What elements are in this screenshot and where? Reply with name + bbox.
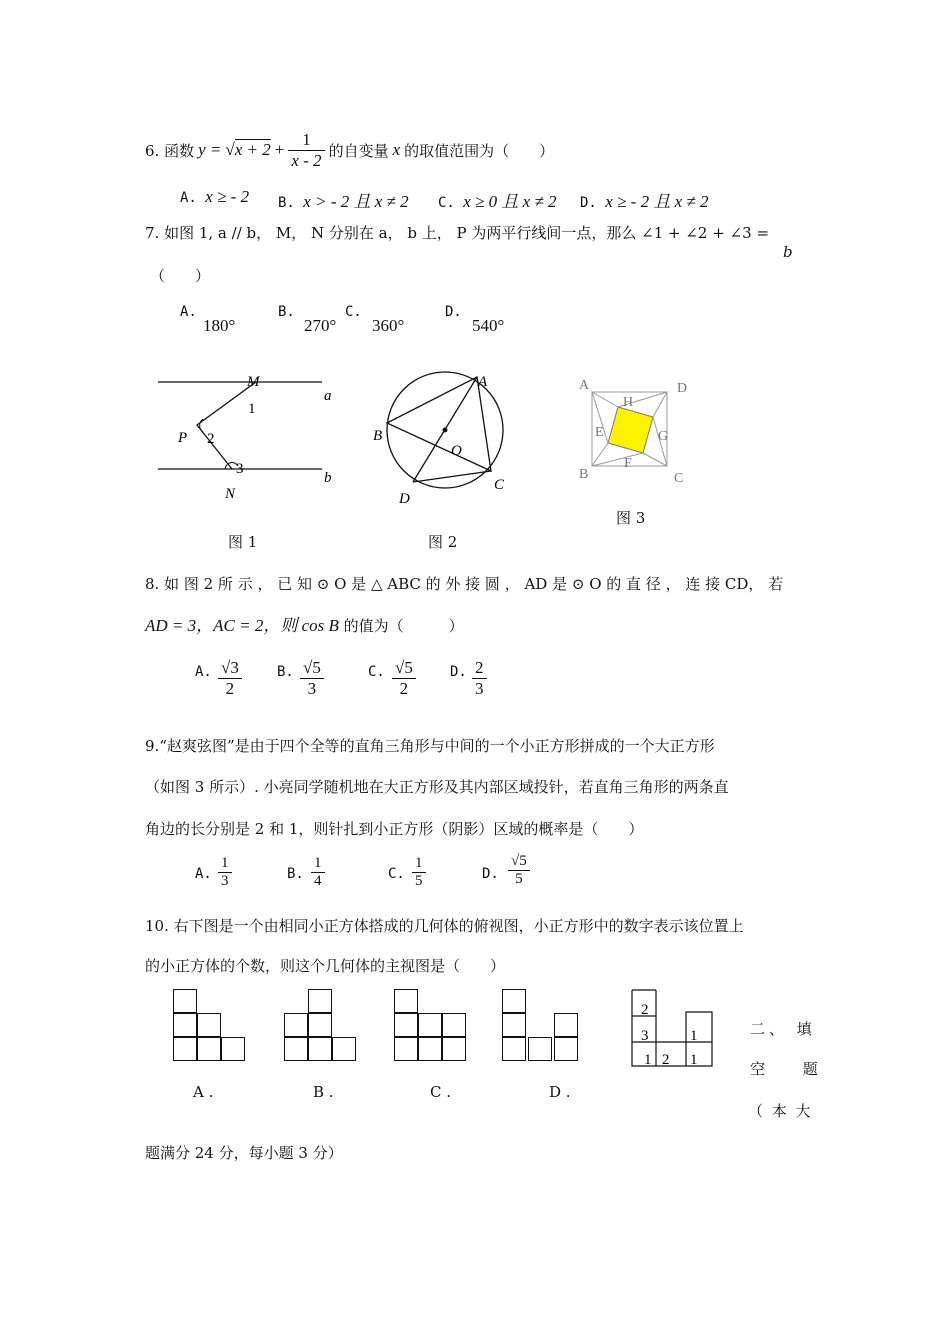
q10-line2: 的小正方体的个数，则这个几何体的主视图是（ ） [145,957,506,975]
q10-option-d-label: D . [549,1083,571,1101]
q7-option-c-value: 360° [372,316,405,335]
figure-3-caption: 图 3 [616,509,646,527]
q7-option-a: A. [180,304,197,320]
q9-option-c-frac: $\frac{1}{5}$ [412,855,426,891]
q6-sqrt-arg: x + 2 [234,140,271,159]
fig1-label-a: a [324,388,332,404]
section2-part2: 空 题 [750,1060,824,1078]
q6-option-a: A. x ≥ - 2 [180,187,250,206]
fig3-label-h: H [623,395,634,410]
q9-option-b-frac: $\frac{1}{4}$ [311,855,325,891]
fig1-label-n: N [225,486,236,502]
q10-option-a-label: A . [193,1083,214,1101]
q7-option-c: C. [345,304,362,320]
q9-option-c: C. [388,866,405,882]
q8-option-d: D. [450,664,467,680]
q9-option-d-frac: $\frac{√5}{5}$ [508,853,530,889]
fig3-label-e: E [595,425,604,440]
figure-3 [570,370,700,490]
q8-option-a-frac: $\frac{√3}{2}$ [218,658,242,698]
q8-option-b-frac: $\frac{√5}{3}$ [300,658,324,698]
q8-option-a: A. [195,664,212,680]
q8-line1: 8. 如 图 2 所 示 ， 已 知 ⊙ O 是 △ ABC 的 外 接 圆 ， AD 是 ⊙ O 的 直 径 ， 连 接 CD， 若 [145,575,784,593]
q9-line1: 9.“赵爽弦图”是由于四个全等的直角三角形与中间的一个小正方形拼成的一个大正方形 [145,737,715,755]
fig2-label-b: B [373,428,383,444]
q6-stem-prefix: 6. 函数 [145,141,195,160]
q6-var: x [392,140,401,159]
q8-option-d-frac: $\frac{2}{3}$ [472,658,487,698]
top-view-num-2b: 2 [662,1052,670,1068]
q6-stem-suffix: 的自变量 [328,141,389,160]
q10-line1: 10. 右下图是一个由相同小正方体搭成的几何体的俯视图，小正方形中的数字表示该位置上 [145,917,744,935]
q6-stem [145,128,554,172]
fig3-label-b: B [579,467,589,482]
fig3-label-c: C [674,471,684,486]
fig3-label-f: F [624,456,632,471]
q7-stem: 7. 如图 1, a // b， M， N 分别在 a， b 上， P 为两平行线间一点，那么 ∠1 + ∠2 + ∠3 = [145,224,770,242]
fig1-label-3: 3 [236,461,244,477]
q6-frac-num: 1 [288,130,324,151]
q7-paren: （ ） [150,267,211,285]
fig2-label-d: D [399,491,410,507]
q6-option-b: B. x > - 2 且 x ≠ 2 [278,192,409,211]
fig3-shaded-square [608,407,653,453]
top-view-num-1c: 1 [690,1052,698,1068]
q6-sqrt: √x + 2 [225,140,271,159]
q6-plus: + [274,140,285,159]
q8-line2-math: AD = 3，AC = 2，则 cos B [145,616,339,635]
q8-option-b: B. [277,664,294,680]
q8-option-c-frac: $\frac{√5}{2}$ [392,658,416,698]
fig1-label-1: 1 [248,401,256,417]
q8-option-c: C. [368,664,385,680]
q10-option-c-label: C . [430,1083,452,1101]
q6-option-c: C. x ≥ 0 且 x ≠ 2 [438,192,557,211]
fig2-label-o: O [451,443,462,459]
q6-formula-y: y = [198,140,222,159]
figure-2-caption: 图 2 [428,533,458,551]
section2-part3: （ 本 大 [748,1102,813,1120]
q7-option-a-value: 180° [203,316,236,335]
fig1-label-2: 2 [207,431,215,447]
q7-option-b-value: 270° [304,316,337,335]
q9-option-a-frac: $\frac{1}{3}$ [218,855,232,891]
q6-option-d: D. x ≥ - 2 且 x ≠ 2 [580,192,709,211]
fig2-label-c: C [494,477,505,493]
fig2-label-a: A [478,374,488,390]
figure-1-caption: 图 1 [228,533,258,551]
q6-stem-end: 的取值范围为（ ） [404,141,555,160]
q6-frac-den: x - 2 [291,150,322,170]
q9-option-d: D. [482,866,499,882]
q10-top-view [628,988,718,1070]
section2-part1: 二、 填 [750,1020,816,1038]
top-view-num-2: 2 [641,1002,649,1018]
section2-line: 题满分 24 分，每小题 3 分） [145,1144,343,1162]
fig3-label-a: A [579,378,590,393]
q9-option-b: B. [287,866,304,882]
fig1-label-m: M [247,374,260,390]
q9-option-a: A. [195,866,212,882]
fig3-label-d: D [677,381,688,396]
q9-line2: （如图 3 所示）. 小亮同学随机地在大正方形及其内部区域投针，若直角三角形的两条直 [145,778,729,796]
q8-line2-end: 的值为（ ） [343,617,464,635]
fig1-label-p: P [178,430,188,446]
q8-line2 [145,611,464,636]
q9-line3: 角边的长分别是 2 和 1，则针扎到小正方形（阴影）区域的概率是（ ） [145,820,644,838]
fig1-label-b: b [324,470,332,486]
fig3-label-g: G [658,429,669,444]
figure-2 [365,365,525,510]
figure-1 [150,370,350,505]
q10-option-b-label: B . [313,1083,334,1101]
top-view-num-1b: 1 [644,1052,652,1068]
top-view-num-3: 3 [641,1028,649,1044]
q7-option-b: B. [278,304,295,320]
q7-option-d-value: 540° [472,316,505,335]
q7-option-d: D. [445,304,462,320]
q7-stray-b: b [783,243,793,261]
top-view-num-1a: 1 [690,1028,698,1044]
q6-fraction [288,130,324,170]
